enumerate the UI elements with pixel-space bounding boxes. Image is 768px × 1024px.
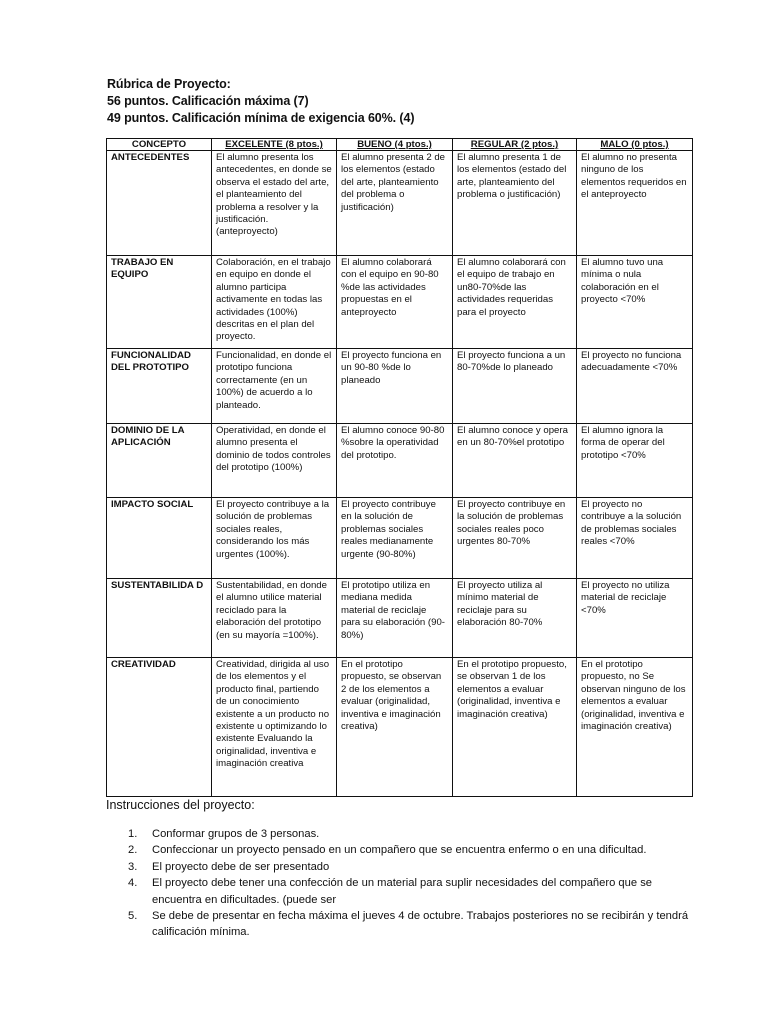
table-cell: El proyecto no funciona adecuadamente <70% bbox=[577, 349, 693, 424]
rubric-header bbox=[107, 76, 414, 127]
table-row bbox=[107, 349, 693, 424]
item-text: Conformar grupos de 3 personas. bbox=[152, 828, 320, 840]
item-text: Confeccionar un proyecto pensado en un compañero que se encuentra enfermo o en una dificultad. bbox=[152, 844, 647, 857]
row-concept: FUNCIONALIDAD DEL PROTOTIPO bbox=[107, 349, 212, 424]
table-cell: El proyecto contribuye a la solución de problemas sociales reales, considerando los más urgentes (100%). bbox=[212, 498, 337, 579]
table-cell: En el prototipo propuesto, se observan 2 de los elementos a evaluar (originalidad, inventiva e imaginación creativa) bbox=[337, 658, 453, 797]
table-cell: En el prototipo propuesto, no Se observan ninguno de los elementos a evaluar (originalidad, inventiva e imaginación creativa) bbox=[577, 658, 693, 797]
column-header-regular: REGULAR (2 ptos.) bbox=[453, 139, 577, 151]
item-number: 3. bbox=[128, 860, 138, 873]
column-header-concepto: CONCEPTO bbox=[107, 139, 212, 151]
row-concept: CREATIVIDAD bbox=[107, 658, 212, 797]
column-header-malo: MALO (0 ptos.) bbox=[577, 139, 693, 151]
list-item bbox=[106, 842, 696, 858]
table-cell: El alumno no presenta ninguno de los elementos requeridos en el anteproyecto bbox=[577, 151, 693, 256]
min-score-line: 49 puntos. Calificación mínima de exigencia 60%. (4) bbox=[107, 111, 415, 125]
item-text: El proyecto debe tener una confección de un material para suplir necesidades del compañero que se encuentra en dificultades. (puede ser bbox=[152, 877, 653, 906]
table-cell: El alumno colaborará con el equipo en 90-80 %de las actividades propuestas en el anteproyecto bbox=[337, 256, 453, 349]
table-cell: El alumno conoce 90-80 %sobre la operatividad del prototipo. bbox=[337, 424, 453, 498]
table-cell: El alumno conoce y opera en un 80-70%el prototipo bbox=[453, 424, 577, 498]
table-cell: El proyecto utiliza al mínimo material de reciclaje para su elaboración 80-70% bbox=[453, 579, 577, 658]
table-cell: Creatividad, dirigida al uso de los elementos y el producto final, partiendo de un conocimiento existente a un producto no existente u optimizando lo existente Evaluando la originalidad, inventiva e imaginación creativa bbox=[212, 658, 337, 797]
list-item bbox=[106, 826, 696, 842]
item-number: 2. bbox=[128, 844, 138, 857]
table-cell: El proyecto no contribuye a la solución de problemas sociales reales <70% bbox=[577, 498, 693, 579]
rubric-table bbox=[106, 138, 693, 797]
list-item bbox=[106, 875, 696, 908]
list-item bbox=[106, 908, 696, 941]
table-row bbox=[107, 256, 693, 349]
max-score-line: 56 puntos. Calificación máxima (7) bbox=[107, 94, 309, 108]
table-cell: El alumno presenta los antecedentes, en donde se observa el estado del arte, el planteamiento del problema a resolver y la justificación. (anteproyecto) bbox=[212, 151, 337, 256]
table-cell: Funcionalidad, en donde el prototipo funciona correctamente (en un 100%) de acuerdo a lo planteado. bbox=[212, 349, 337, 424]
table-cell: El proyecto funciona en un 90-80 %de lo planeado bbox=[337, 349, 453, 424]
row-concept: TRABAJO EN EQUIPO bbox=[107, 256, 212, 349]
row-concept: DOMINIO DE LA APLICACIÓN bbox=[107, 424, 212, 498]
row-concept: SUSTENTABILIDA D bbox=[107, 579, 212, 658]
table-cell: Sustentabilidad, en donde el alumno utilice material reciclado para la elaboración del prototipo (en su mayoría =100%). bbox=[212, 579, 337, 658]
table-cell: Colaboración, en el trabajo en equipo en donde el alumno participa activamente en todas las actividades (100%) descritas en el plan del proyecto. bbox=[212, 256, 337, 349]
table-cell: El proyecto contribuye en la solución de problemas sociales reales poco urgentes 80-70% bbox=[453, 498, 577, 579]
item-number: 4. bbox=[128, 877, 138, 890]
table-cell: El alumno presenta 1 de los elementos (estado del arte, planteamiento del problema o justificación) bbox=[453, 151, 577, 256]
list-item bbox=[106, 859, 696, 875]
table-cell: Operatividad, en donde el alumno presenta el dominio de todos controles del prototipo (100%) bbox=[212, 424, 337, 498]
rubric-title: Rúbrica de Proyecto: bbox=[107, 77, 231, 91]
column-header-bueno: BUENO (4 ptos.) bbox=[337, 139, 453, 151]
item-number: 5. bbox=[128, 910, 138, 923]
table-cell: El alumno tuvo una mínima o nula colaboración en el proyecto <70% bbox=[577, 256, 693, 349]
table-row bbox=[107, 579, 693, 658]
table-cell: El proyecto no utiliza material de reciclaje <70% bbox=[577, 579, 693, 658]
row-concept: ANTECEDENTES bbox=[107, 151, 212, 256]
table-cell: El alumno colaborará con el equipo de trabajo en un80-70%de las actividades requeridas para el proyecto bbox=[453, 256, 577, 349]
column-header-excelente: EXCELENTE (8 ptos.) bbox=[212, 139, 337, 151]
table-cell: El proyecto funciona a un 80-70%de lo planeado bbox=[453, 349, 577, 424]
table-row bbox=[107, 424, 693, 498]
table-cell: El prototipo utiliza en mediana medida material de reciclaje para su elaboración (90-80%) bbox=[337, 579, 453, 658]
table-cell: El proyecto contribuye en la solución de problemas sociales reales medianamente urgente (90-80%) bbox=[337, 498, 453, 579]
table-row bbox=[107, 498, 693, 579]
row-concept: IMPACTO SOCIAL bbox=[107, 498, 212, 579]
table-header-row bbox=[107, 139, 693, 151]
item-text: El proyecto debe de ser presentado bbox=[152, 860, 330, 873]
instructions-title: Instrucciones del proyecto: bbox=[106, 798, 255, 812]
item-text: Se debe de presentar en fecha máxima el jueves 4 de octubre. Trabajos posteriores no se recibirán y tendrá calificación mínima. bbox=[152, 910, 689, 939]
instructions-list bbox=[106, 826, 696, 941]
item-number: 1. bbox=[128, 828, 138, 840]
table-cell: El alumno presenta 2 de los elementos (estado del arte, planteamiento del problema o justificación) bbox=[337, 151, 453, 256]
table-cell: En el prototipo propuesto, se observan 1 de los elementos a evaluar (originalidad, inventiva e imaginación creativa) bbox=[453, 658, 577, 797]
table-row bbox=[107, 151, 693, 256]
table-cell: El alumno ignora la forma de operar del prototipo <70% bbox=[577, 424, 693, 498]
table-row bbox=[107, 658, 693, 797]
